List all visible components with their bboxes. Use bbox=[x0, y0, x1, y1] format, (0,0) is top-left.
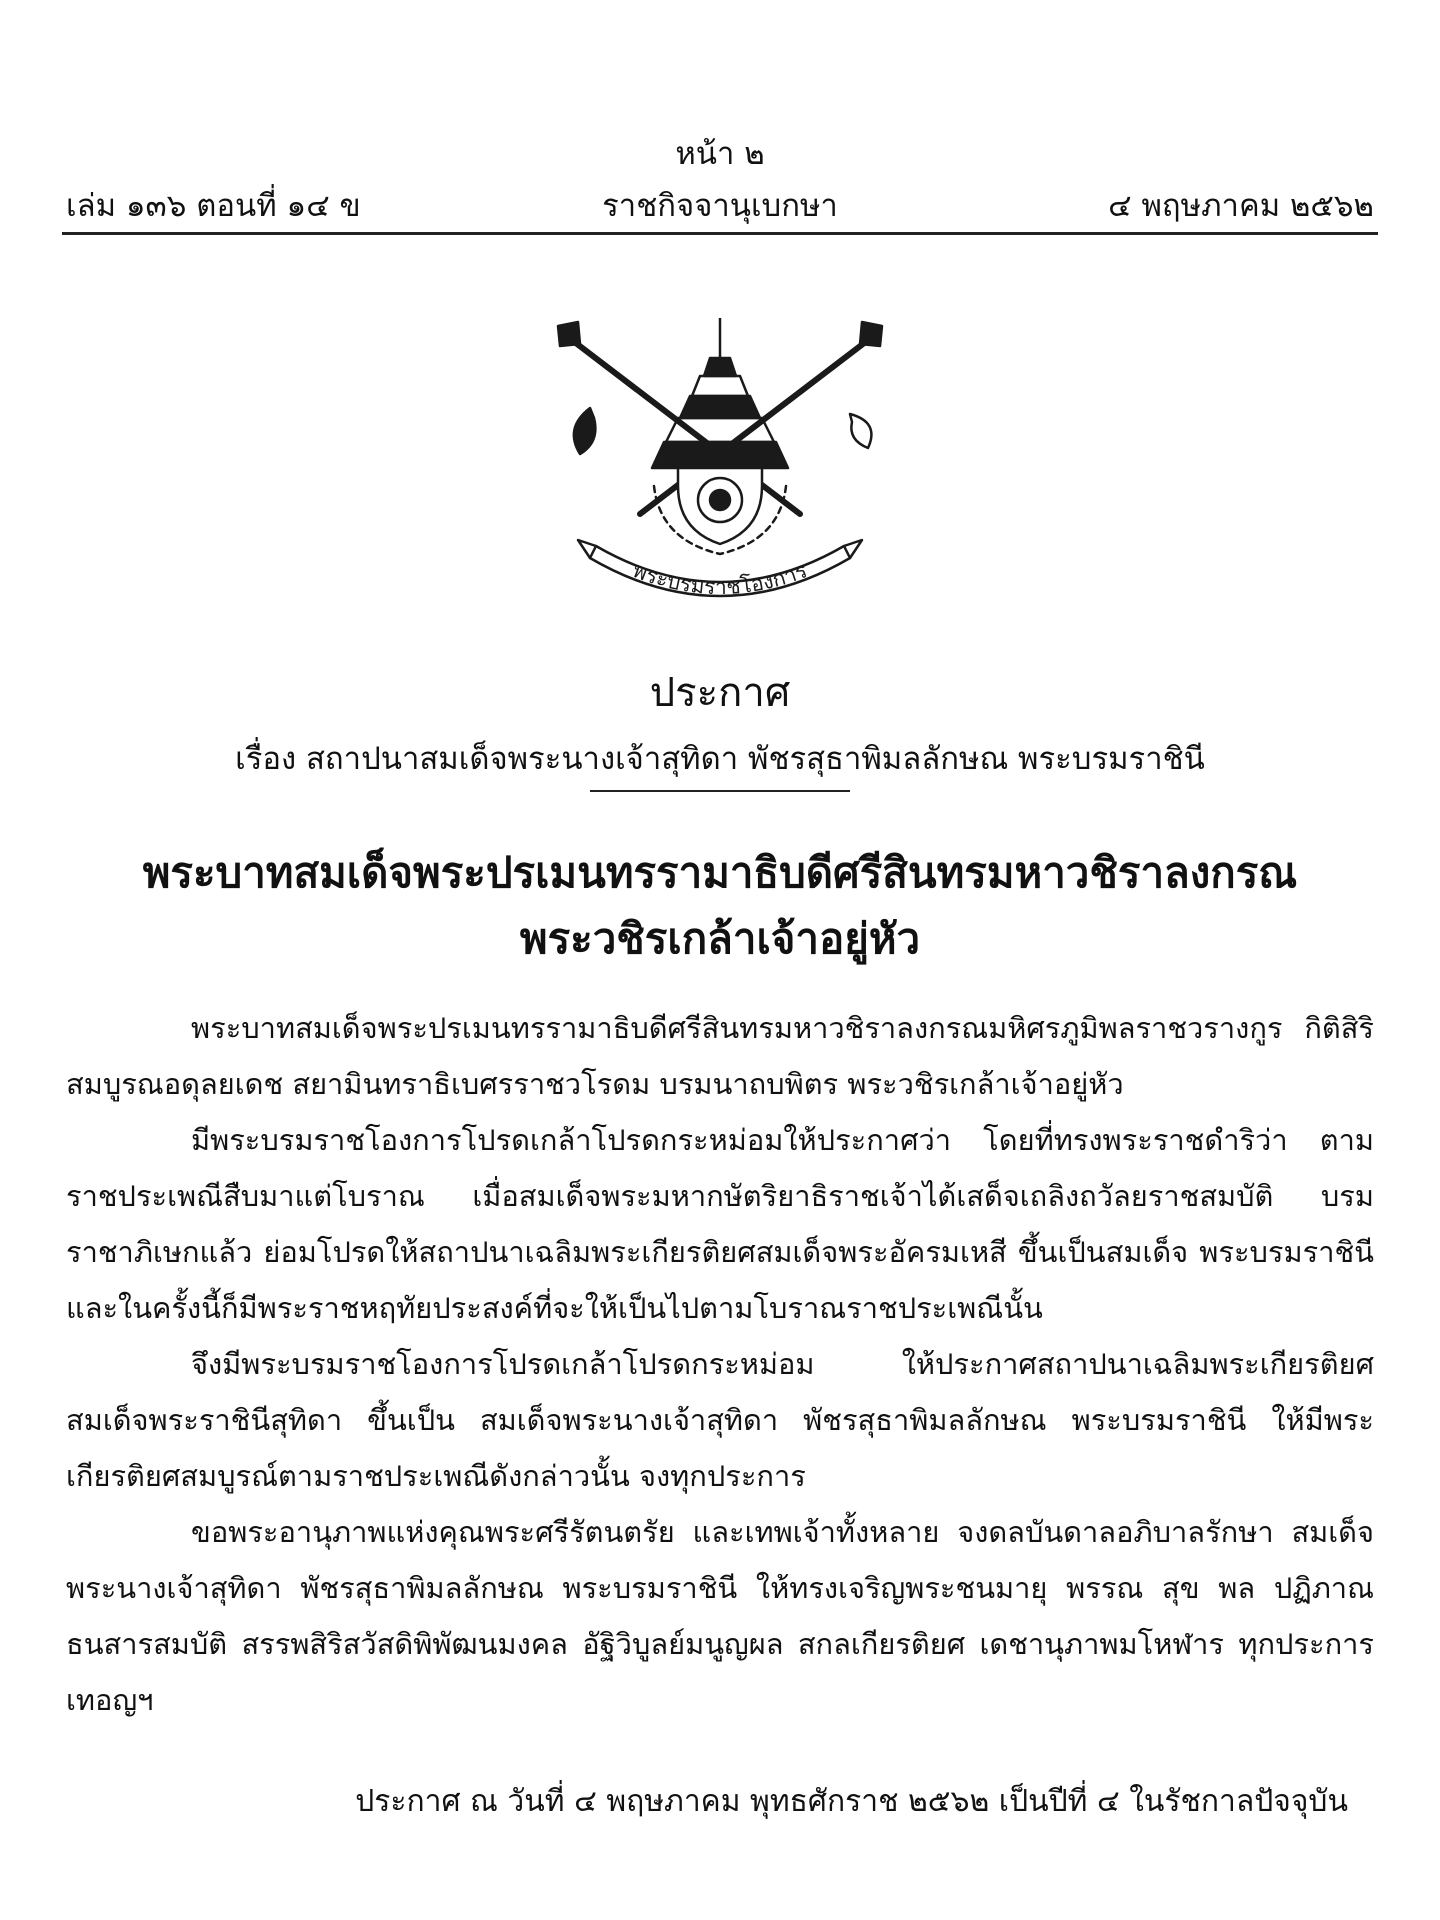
volume-issue: เล่ม ๑๓๖ ตอนที่ ๑๔ ข bbox=[66, 188, 361, 224]
announcement-subject: เรื่อง สถาปนาสมเด็จพระนางเจ้าสุทิดา พัชรสุธาพิมลลักษณ พระบรมราชินี bbox=[235, 741, 1205, 777]
paragraph: พระบาทสมเด็จพระปรเมนทรรามาธิบดีศรีสินทรมหาวชิราลงกรณมหิศรภูมิพลราชวรางกูร กิติสิริสมบูรณอดุลยเดช สยามินทราธิเบศรราชวโรดม บรมนาถบพิตร พระวชิรเกล้าเจ้าอยู่หัว bbox=[66, 1011, 1374, 1101]
king-title-line-1: พระบาทสมเด็จพระปรเมนทรรามาธิบดีศรีสินทรมหาวชิราลงกรณ bbox=[142, 848, 1298, 897]
gazette-name: ราชกิจจานุเบกษา bbox=[602, 188, 838, 224]
king-title-line-2: พระวชิรเกล้าเจ้าอยู่หัว bbox=[519, 914, 921, 963]
announcement-closing: ประกาศ ณ วันที่ ๔ พฤษภาคม พุทธศักราช ๒๕๖๒ เป็นปีที่ ๔ ในรัชกาลปัจจุบัน bbox=[355, 1784, 1348, 1819]
royal-emblem-icon bbox=[550, 318, 890, 600]
king-title bbox=[0, 840, 1440, 972]
gazette-date: ๔ พฤษภาคม ๒๕๖๒ bbox=[1108, 188, 1374, 224]
paragraph: จึงมีพระบรมราชโองการโปรดเกล้าโปรดกระหม่อม ให้ประกาศสถาปนาเฉลิมพระเกียรติยศ สมเด็จพระราชินีสุทิดา ขึ้นเป็น สมเด็จพระนางเจ้าสุทิดา พัชรสุธาพิมลลักษณ พระบรมราชินี ให้มีพระเกียรติยศสมบูรณ์ตามราชประเพณีดังกล่าวนั้น จงทุกประการ bbox=[66, 1347, 1374, 1493]
page-number: หน้า ๒ bbox=[675, 136, 765, 172]
header-divider bbox=[62, 232, 1378, 235]
title-divider bbox=[590, 790, 850, 792]
emblem-banner-text: พระบรมราชโองการ bbox=[629, 558, 811, 600]
gazette-header bbox=[66, 180, 1374, 224]
paragraph: มีพระบรมราชโองการโปรดเกล้าโปรดกระหม่อมให้ประกาศว่า โดยที่ทรงพระราชดำริว่า ตามราชประเพณีสืบมาแต่โบราณ เมื่อสมเด็จพระมหากษัตริยาธิราชเจ้าได้เสด็จเถลิงถวัลยราชสมบัติ บรมราชาภิเษกแล้ว ย่อมโปรดให้สถาปนาเฉลิมพระเกียรติยศสมเด็จพระอัครมเหสี ขึ้นเป็นสมเด็จ พระบรมราชินี และในครั้งนี้ก็มีพระราชหฤทัยประสงค์ที่จะให้เป็นไปตามโบราณราชประเพณีนั้น bbox=[66, 1123, 1374, 1325]
announcement-title: ประกาศ bbox=[649, 670, 791, 716]
paragraph: ขอพระอานุภาพแห่งคุณพระศรีรัตนตรัย และเทพเจ้าทั้งหลาย จงดลบันดาลอภิบาลรักษา สมเด็จพระนางเจ้าสุทิดา พัชรสุธาพิมลลักษณ พระบรมราชินี ให้ทรงเจริญพระชนมายุ พรรณ สุข พล ปฏิภาณ ธนสารสมบัติ สรรพสิริสวัสดิพิพัฒนมงคล อัฐิวิบูลย์มนูญผล สกลเกียรติยศ เดชานุภาพมโหฬาร ทุกประการ เทอญฯ bbox=[66, 1515, 1374, 1717]
announcement-body bbox=[66, 1000, 1374, 1728]
